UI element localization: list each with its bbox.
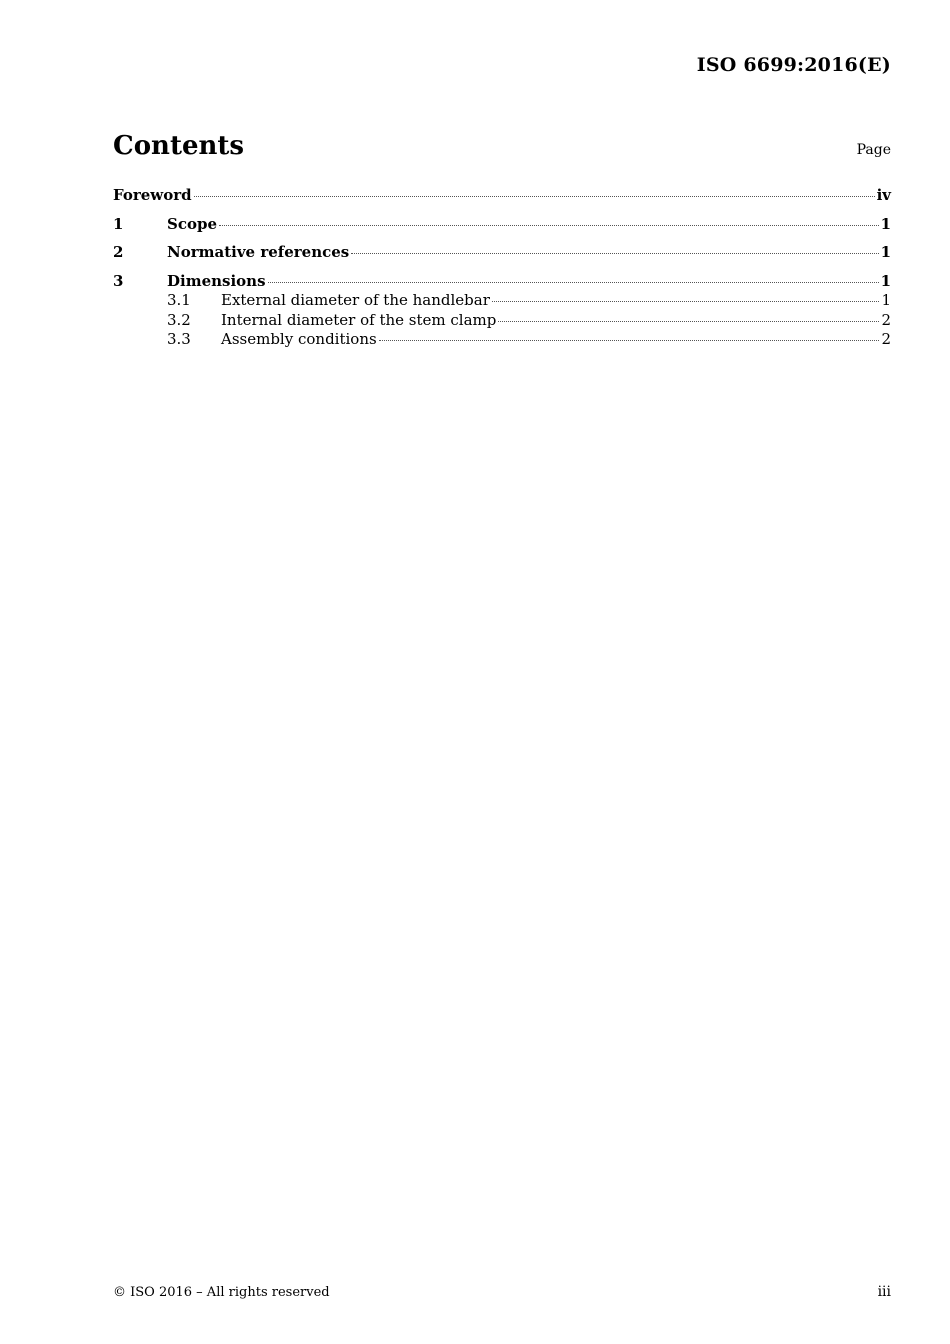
toc-leader-dots <box>379 339 880 341</box>
toc-subentry-number: 3.1 <box>167 291 191 309</box>
toc-leader-dots <box>498 320 879 322</box>
toc-subentry-page: 2 <box>881 310 891 329</box>
toc-subentry-number: 3.2 <box>167 310 191 329</box>
toc-leader-dots <box>219 224 879 226</box>
toc-subentry-external-diameter[interactable] <box>113 291 891 311</box>
toc-entry-number: 3 <box>113 271 124 290</box>
toc-subentry-page: 2 <box>881 330 891 348</box>
toc-entry-page: iv <box>876 186 891 204</box>
page-title: Contents <box>113 131 245 161</box>
toc-subentry-label: Assembly conditions <box>221 330 377 348</box>
toc-subentry-label: External diameter of the handlebar <box>221 291 490 309</box>
toc-entry-scope[interactable] <box>113 215 891 244</box>
toc-entry-page: 1 <box>880 214 891 233</box>
toc-leader-dots <box>492 300 880 302</box>
toc-subentry-internal-diameter[interactable] <box>113 311 891 331</box>
page-column-label: Page <box>856 142 891 158</box>
toc-entry-label: Foreword <box>113 186 192 204</box>
toc-entry-normative-references[interactable] <box>113 243 891 272</box>
toc-subentry-page: 1 <box>881 291 891 309</box>
toc-entry-label: Dimensions <box>167 271 266 290</box>
footer-copyright: © ISO 2016 – All rights reserved <box>113 1285 330 1300</box>
toc-entry-page: 1 <box>880 271 891 290</box>
toc-entry-page: 1 <box>880 243 891 261</box>
toc-leader-dots <box>268 281 879 283</box>
footer-page-number: iii <box>877 1284 891 1300</box>
toc-leader-dots <box>351 252 878 254</box>
toc-entry-number: 2 <box>113 243 124 261</box>
toc-leader-dots <box>194 195 875 197</box>
toc-subentry-label: Internal diameter of the stem clamp <box>221 310 497 329</box>
toc-entry-foreword[interactable] <box>113 186 891 215</box>
toc-subentry-number: 3.3 <box>167 330 191 348</box>
toc-entry-number: 1 <box>113 214 124 233</box>
document-id: ISO 6699:2016(E) <box>696 54 891 76</box>
table-of-contents <box>113 186 891 350</box>
toc-entry-dimensions[interactable] <box>113 272 891 292</box>
toc-subentry-assembly-conditions[interactable] <box>113 330 891 350</box>
toc-entry-label: Normative references <box>167 243 350 261</box>
toc-entry-label: Scope <box>167 214 218 233</box>
